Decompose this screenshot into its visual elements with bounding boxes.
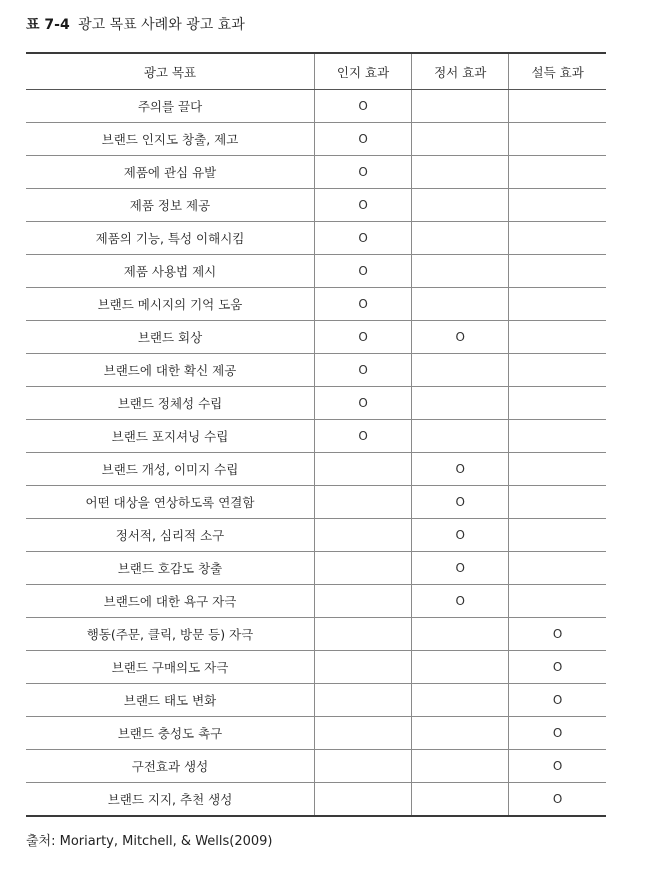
emotion-cell (412, 222, 509, 255)
header-emotion: 정서 효과 (412, 53, 509, 90)
awareness-cell: O (314, 123, 411, 156)
emotion-cell (412, 750, 509, 783)
goal-cell: 제품에 관심 유발 (26, 156, 314, 189)
awareness-cell (314, 783, 411, 817)
goal-cell: 구전효과 생성 (26, 750, 314, 783)
table-row (26, 684, 606, 717)
table-row (26, 123, 606, 156)
goal-cell: 브랜드 호감도 창출 (26, 552, 314, 585)
awareness-cell: O (314, 288, 411, 321)
persuasion-cell (509, 255, 606, 288)
table-row (26, 189, 606, 222)
persuasion-cell (509, 156, 606, 189)
table-row (26, 387, 606, 420)
table-row (26, 585, 606, 618)
persuasion-cell: O (509, 684, 606, 717)
goal-cell: 제품 정보 제공 (26, 189, 314, 222)
persuasion-cell (509, 354, 606, 387)
table-row (26, 552, 606, 585)
table-row (26, 519, 606, 552)
emotion-cell (412, 387, 509, 420)
awareness-cell: O (314, 255, 411, 288)
goal-cell: 행동(주문, 클릭, 방문 등) 자극 (26, 618, 314, 651)
table-row (26, 783, 606, 817)
awareness-cell (314, 750, 411, 783)
persuasion-cell (509, 486, 606, 519)
table-row (26, 222, 606, 255)
awareness-cell: O (314, 189, 411, 222)
awareness-cell (314, 684, 411, 717)
goal-cell: 브랜드 포지셔닝 수립 (26, 420, 314, 453)
emotion-cell (412, 288, 509, 321)
goal-cell: 브랜드 인지도 창출, 제고 (26, 123, 314, 156)
table-row (26, 420, 606, 453)
table-row (26, 453, 606, 486)
persuasion-cell (509, 189, 606, 222)
goal-cell: 주의를 끌다 (26, 90, 314, 123)
goal-cell: 정서적, 심리적 소구 (26, 519, 314, 552)
awareness-cell (314, 453, 411, 486)
awareness-cell (314, 486, 411, 519)
header-persuasion: 설득 효과 (509, 53, 606, 90)
goal-cell: 어떤 대상을 연상하도록 연결함 (26, 486, 314, 519)
persuasion-cell: O (509, 783, 606, 817)
emotion-cell: O (412, 552, 509, 585)
table-number: 표 7-4 (26, 17, 70, 33)
goal-cell: 브랜드 충성도 촉구 (26, 717, 314, 750)
emotion-cell: O (412, 486, 509, 519)
persuasion-cell (509, 519, 606, 552)
table-row (26, 156, 606, 189)
goal-cell: 브랜드에 대한 확신 제공 (26, 354, 314, 387)
awareness-cell (314, 651, 411, 684)
awareness-cell (314, 519, 411, 552)
persuasion-cell (509, 222, 606, 255)
awareness-cell: O (314, 420, 411, 453)
table-row (26, 255, 606, 288)
persuasion-cell (509, 420, 606, 453)
persuasion-cell (509, 453, 606, 486)
table-row (26, 486, 606, 519)
goal-cell: 제품의 기능, 특성 이해시킴 (26, 222, 314, 255)
goal-cell: 브랜드 정체성 수립 (26, 387, 314, 420)
emotion-cell: O (412, 519, 509, 552)
emotion-cell (412, 717, 509, 750)
emotion-cell: O (412, 585, 509, 618)
awareness-cell (314, 585, 411, 618)
goal-cell: 제품 사용법 제시 (26, 255, 314, 288)
table-caption (26, 14, 245, 34)
table-header-row (26, 53, 606, 90)
awareness-cell: O (314, 156, 411, 189)
persuasion-cell (509, 288, 606, 321)
emotion-cell (412, 783, 509, 817)
goal-cell: 브랜드 구매의도 자극 (26, 651, 314, 684)
emotion-cell: O (412, 321, 509, 354)
persuasion-cell (509, 90, 606, 123)
awareness-cell: O (314, 222, 411, 255)
persuasion-cell (509, 321, 606, 354)
table-row (26, 618, 606, 651)
goal-cell: 브랜드 메시지의 기억 도움 (26, 288, 314, 321)
goal-cell: 브랜드 태도 변화 (26, 684, 314, 717)
emotion-cell (412, 651, 509, 684)
header-goal: 광고 목표 (26, 53, 314, 90)
emotion-cell (412, 618, 509, 651)
table-row (26, 288, 606, 321)
awareness-cell: O (314, 321, 411, 354)
persuasion-cell: O (509, 717, 606, 750)
table-row (26, 717, 606, 750)
emotion-cell (412, 420, 509, 453)
persuasion-cell: O (509, 618, 606, 651)
table-row (26, 321, 606, 354)
source-note: 출처: Moriarty, Mitchell, & Wells(2009) (26, 834, 273, 849)
table-row (26, 90, 606, 123)
table-title: 광고 목표 사례와 광고 효과 (78, 17, 245, 33)
ad-objectives-table (26, 52, 606, 817)
emotion-cell (412, 255, 509, 288)
goal-cell: 브랜드 회상 (26, 321, 314, 354)
table-row (26, 651, 606, 684)
table-body (26, 90, 606, 817)
awareness-cell: O (314, 354, 411, 387)
persuasion-cell (509, 585, 606, 618)
persuasion-cell (509, 387, 606, 420)
goal-cell: 브랜드에 대한 욕구 자극 (26, 585, 314, 618)
emotion-cell (412, 354, 509, 387)
emotion-cell: O (412, 453, 509, 486)
persuasion-cell (509, 123, 606, 156)
goal-cell: 브랜드 개성, 이미지 수립 (26, 453, 314, 486)
goal-cell: 브랜드 지지, 추천 생성 (26, 783, 314, 817)
persuasion-cell (509, 552, 606, 585)
awareness-cell (314, 717, 411, 750)
emotion-cell (412, 684, 509, 717)
awareness-cell: O (314, 90, 411, 123)
persuasion-cell: O (509, 750, 606, 783)
awareness-cell (314, 552, 411, 585)
table-row (26, 750, 606, 783)
persuasion-cell: O (509, 651, 606, 684)
emotion-cell (412, 123, 509, 156)
table-row (26, 354, 606, 387)
header-awareness: 인지 효과 (314, 53, 411, 90)
emotion-cell (412, 90, 509, 123)
awareness-cell: O (314, 387, 411, 420)
emotion-cell (412, 189, 509, 222)
awareness-cell (314, 618, 411, 651)
emotion-cell (412, 156, 509, 189)
